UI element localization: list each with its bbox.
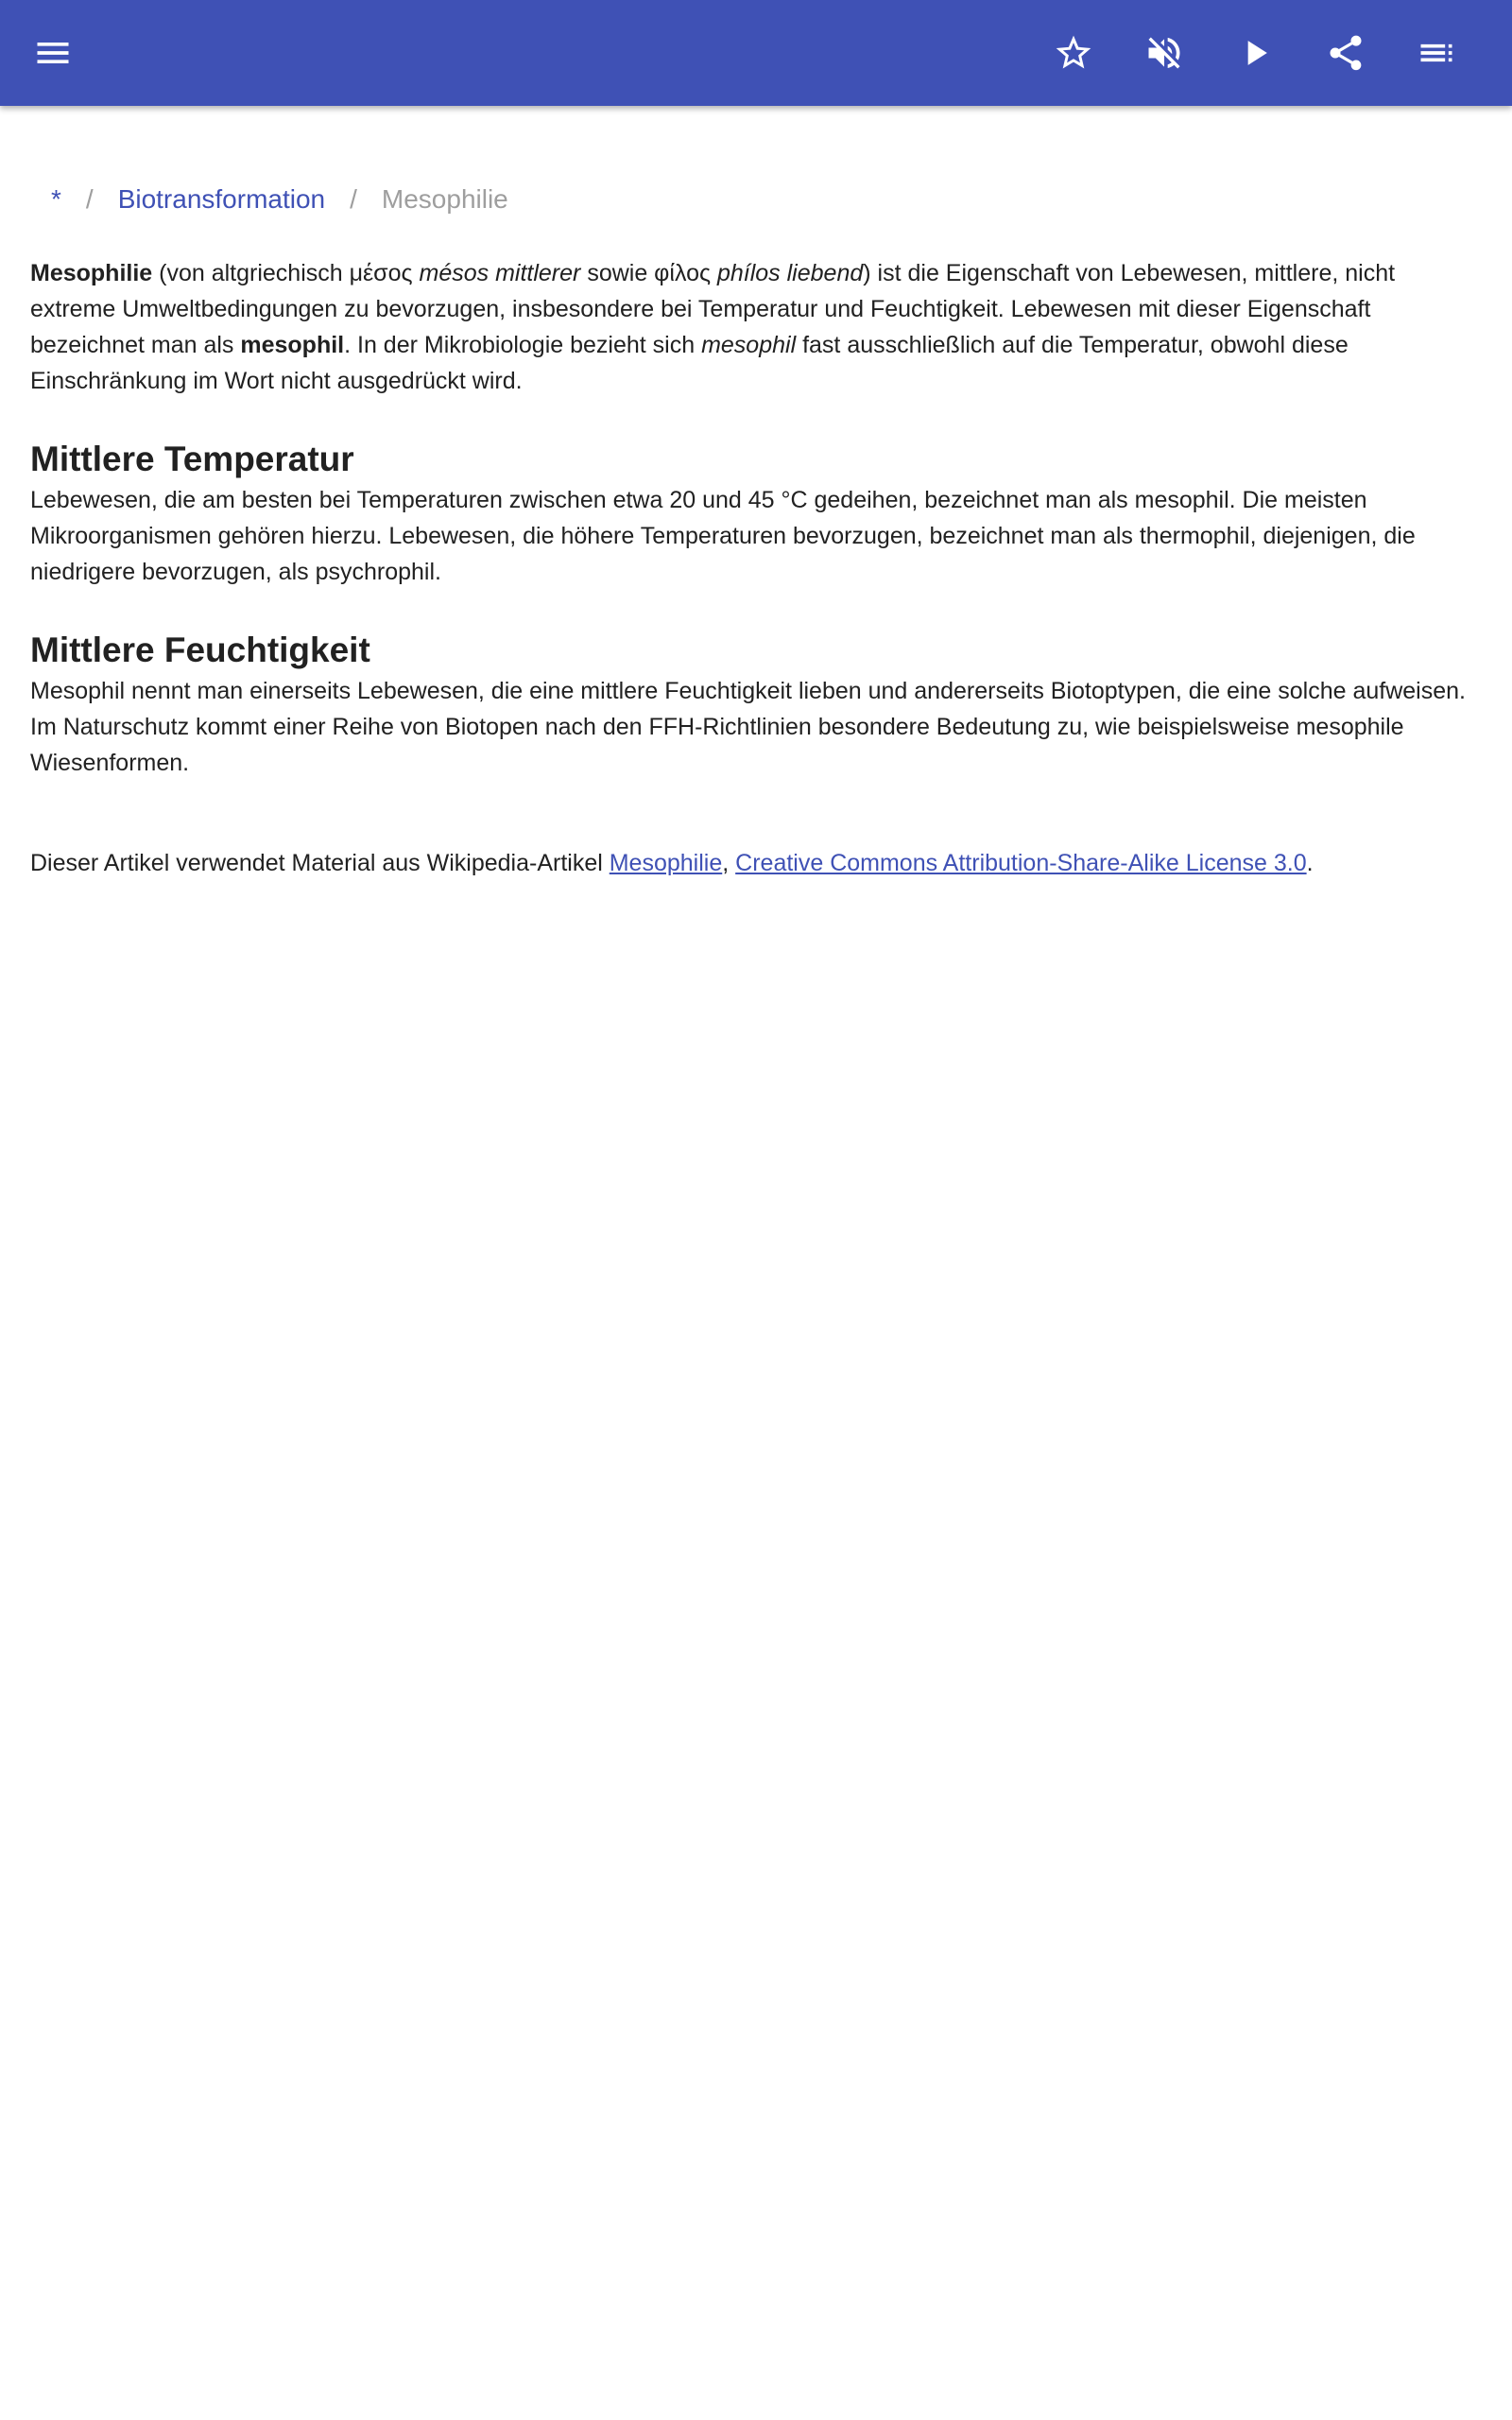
article-content: [30, 106, 1482, 881]
intro-text: (von altgriechisch μέσος: [152, 260, 420, 286]
intro-paragraph: [30, 255, 1482, 399]
favorite-button[interactable]: [1043, 23, 1104, 83]
share-icon: [1325, 32, 1366, 74]
section-heading-humidity: Mittlere Feuchtigkeit: [30, 631, 370, 669]
share-button[interactable]: [1315, 23, 1376, 83]
intro-bold: mesophil: [240, 332, 345, 358]
play-icon: [1234, 32, 1276, 74]
intro-italic: mésos mittlerer: [419, 260, 581, 286]
intro-text: ) ist die Eigenschaft von Lebewesen, mittlere, nicht extreme Umweltbedingungen zu bevorzugen, insbesondere bei Temperatur und Feuchtigkeit. Lebewesen mit dieser Eigenschaft bezeichnet man als: [30, 260, 1396, 358]
volume-off-icon: [1143, 32, 1185, 74]
intro-italic: mesophil: [701, 332, 797, 358]
breadcrumb-separator: /: [85, 184, 94, 214]
intro-text: sowie φίλος: [580, 260, 717, 286]
section-text-humidity: Mesophil nennt man einerseits Lebewesen, die eine mittlere Feuchtigkeit lieben und andererseits Biotoptypen, die eine solche aufweisen. Im Naturschutz kommt einer Reihe von Biotopen nach den FFH-Richtlinien besondere Bedeutung zu, wie beispielsweise mesophile Wiesenformen.: [30, 678, 1466, 776]
section-heading-temperature: Mittlere Temperatur: [30, 440, 354, 478]
section-text-temperature: Lebewesen, die am besten bei Temperaturen zwischen etwa 20 und 45 °C gedeihen, bezeichnet man als mesophil. Die meisten Mikroorganismen gehören hierzu. Lebewesen, die höhere Temperaturen bevorzugen, bezeichnet man als thermophil, diejenigen, die niedrigere bevorzugen, als psychrophil.: [30, 487, 1416, 585]
article-source-link[interactable]: Mesophilie: [609, 850, 723, 876]
breadcrumb-parent-link[interactable]: Biotransformation: [117, 184, 326, 214]
menu-icon: [32, 32, 74, 74]
breadcrumb-separator: /: [350, 184, 357, 214]
menu-button[interactable]: [23, 23, 83, 83]
intro-term: Mesophilie: [30, 260, 153, 286]
attribution-text: Dieser Artikel verwendet Material aus Wikipedia-Artikel: [30, 850, 610, 876]
intro-italic: phílos liebend: [716, 260, 864, 286]
table-of-contents-button[interactable]: [1406, 23, 1467, 83]
license-link[interactable]: Creative Commons Attribution-Share-Alike License 3.0: [735, 850, 1307, 876]
intro-text: . In der Mikrobiologie bezieht sich: [344, 332, 702, 358]
app-bar: [0, 0, 1512, 106]
playlist-icon: [1416, 32, 1457, 74]
intro-text: fast ausschließlich auf die Temperatur, obwohl diese Einschränkung im Wort nicht ausgedrückt wird.: [30, 332, 1349, 394]
attribution-text: ,: [722, 850, 736, 876]
attribution-note: [30, 845, 1482, 881]
play-button[interactable]: [1225, 23, 1285, 83]
mute-button[interactable]: [1134, 23, 1194, 83]
attribution-text: .: [1306, 850, 1314, 876]
breadcrumb-home-link[interactable]: *: [51, 184, 61, 214]
breadcrumb-current: Mesophilie: [381, 184, 508, 214]
star-outline-icon: [1053, 32, 1094, 74]
breadcrumb: [30, 166, 1482, 233]
